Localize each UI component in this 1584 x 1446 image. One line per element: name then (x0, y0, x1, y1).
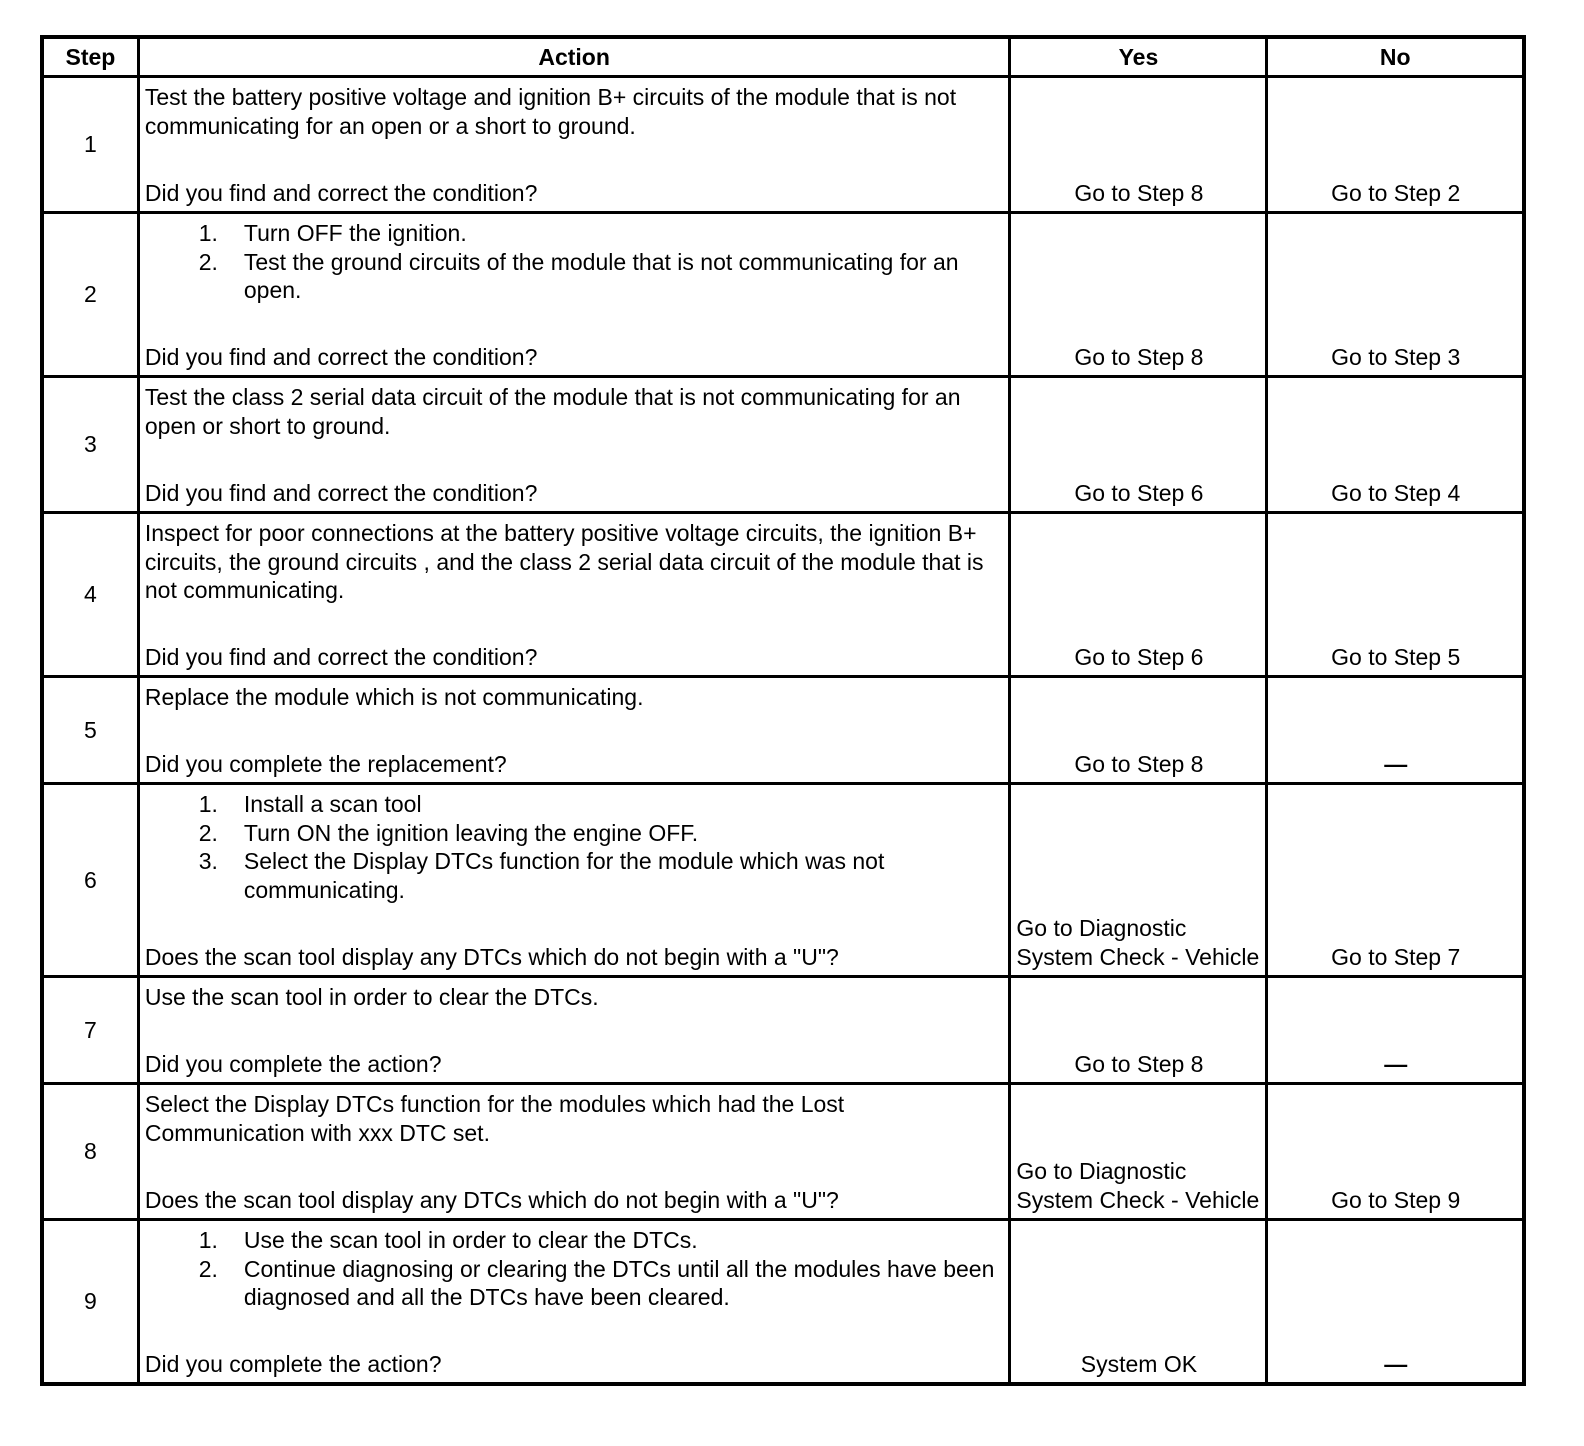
no-result: Go to Step 4 (1331, 479, 1461, 506)
list-item: 3. Select the Display DTCs function for the module which was not communicating. (198, 848, 885, 903)
step-number: 5 (42, 677, 138, 784)
action-cell (138, 1084, 1010, 1220)
no-cell (1267, 1084, 1524, 1220)
yes-result: Go to Step 8 (1074, 1050, 1204, 1077)
no-cell (1267, 77, 1524, 213)
table-row (42, 513, 1524, 677)
yes-cell (1010, 784, 1267, 977)
action-question: Does the scan tool display any DTCs which do not begin with a "U"? (144, 1186, 839, 1213)
action-question: Did you complete the action? (144, 1050, 442, 1077)
no-result: Go to Step 2 (1331, 179, 1461, 206)
action-cell (138, 677, 1010, 784)
action-cell (138, 377, 1010, 513)
header-row (42, 37, 1524, 77)
action-step-list (145, 790, 1005, 904)
action-text: Select the Display DTCs function for the modules which had the Lost Communication with xxx DTC set. (144, 1091, 845, 1146)
table-row (42, 77, 1524, 213)
list-item: 1. Use the scan tool in order to clear the DTCs. (198, 1227, 698, 1253)
no-cell (1267, 213, 1524, 377)
yes-result: Go to Diagnostic System Check - Vehicle (1016, 1158, 1260, 1213)
table-row (42, 1220, 1524, 1385)
yes-result: Go to Step 8 (1074, 343, 1204, 370)
yes-result: Go to Step 6 (1074, 479, 1204, 506)
list-item: 2. Test the ground circuits of the module that is not communicating for an open. (198, 248, 959, 303)
no-result: Go to Step 3 (1331, 343, 1461, 370)
no-result: Go to Step 5 (1331, 643, 1461, 670)
list-item: 2. Continue diagnosing or clearing the DTCs until all the modules have been diagnosed and all the DTCs have been cleared. (198, 1255, 995, 1310)
step-number: 3 (42, 377, 138, 513)
yes-cell (1010, 513, 1267, 677)
list-item: 1. Turn OFF the ignition. (198, 220, 467, 246)
header-step: Step (42, 37, 138, 77)
action-question: Did you complete the replacement? (144, 750, 507, 777)
no-result: — (1384, 1350, 1408, 1377)
action-question: Does the scan tool display any DTCs which do not begin with a "U"? (144, 943, 839, 970)
action-cell (138, 1220, 1010, 1385)
no-result: Go to Step 9 (1331, 1186, 1461, 1213)
action-step-list (145, 219, 1005, 305)
step-number: 9 (42, 1220, 138, 1385)
header-no: No (1267, 37, 1524, 77)
step-number: 7 (42, 977, 138, 1084)
yes-cell (1010, 1084, 1267, 1220)
yes-cell (1010, 977, 1267, 1084)
yes-result: Go to Step 8 (1074, 179, 1204, 206)
action-cell (138, 77, 1010, 213)
table-row (42, 1084, 1524, 1220)
yes-cell (1010, 1220, 1267, 1385)
yes-result: Go to Step 8 (1074, 750, 1204, 777)
action-step-list (145, 1226, 1005, 1312)
action-cell (138, 977, 1010, 1084)
step-number: 1 (42, 77, 138, 213)
action-text: Test the class 2 serial data circuit of the module that is not communicating for an open or short to ground. (144, 384, 961, 439)
table-row (42, 784, 1524, 977)
step-number: 8 (42, 1084, 138, 1220)
no-result: Go to Step 7 (1331, 943, 1461, 970)
action-question: Did you find and correct the condition? (144, 479, 538, 506)
no-result: — (1384, 750, 1408, 777)
action-question: Did you find and correct the condition? (144, 343, 538, 370)
table-row (42, 377, 1524, 513)
table-row (42, 977, 1524, 1084)
action-question: Did you complete the action? (144, 1350, 442, 1377)
yes-cell (1010, 77, 1267, 213)
header-yes: Yes (1010, 37, 1267, 77)
table-row (42, 213, 1524, 377)
no-cell (1267, 677, 1524, 784)
no-cell (1267, 1220, 1524, 1385)
step-number: 4 (42, 513, 138, 677)
action-cell (138, 784, 1010, 977)
action-question: Did you find and correct the condition? (144, 643, 538, 670)
action-cell (138, 513, 1010, 677)
no-cell (1267, 513, 1524, 677)
yes-cell (1010, 213, 1267, 377)
action-text: Replace the module which is not communicating. (144, 684, 644, 710)
list-item: 2. Turn ON the ignition leaving the engine OFF. (198, 819, 699, 846)
action-text: Inspect for poor connections at the battery positive voltage circuits, the ignition B+ circuits, the ground circuits , and the class 2 serial data circuit of the module that is not communicating. (144, 520, 984, 603)
step-number: 2 (42, 213, 138, 377)
header-action: Action (138, 37, 1010, 77)
yes-cell (1010, 677, 1267, 784)
action-text: Test the battery positive voltage and ignition B+ circuits of the module that is not communicating for an open or a short to ground. (144, 84, 957, 139)
yes-result: Go to Diagnostic System Check - Vehicle (1016, 915, 1260, 970)
table-row (42, 677, 1524, 784)
step-number: 6 (42, 784, 138, 977)
action-cell (138, 213, 1010, 377)
no-cell (1267, 784, 1524, 977)
no-cell (1267, 377, 1524, 513)
yes-cell (1010, 377, 1267, 513)
action-question: Did you find and correct the condition? (144, 179, 538, 206)
yes-result: System OK (1080, 1350, 1198, 1377)
list-item: 1. Install a scan tool (198, 791, 422, 817)
action-text: Use the scan tool in order to clear the DTCs. (144, 984, 599, 1010)
no-result: — (1384, 1050, 1408, 1077)
diagnostic-table (40, 35, 1526, 1386)
yes-result: Go to Step 6 (1074, 643, 1204, 670)
no-cell (1267, 977, 1524, 1084)
